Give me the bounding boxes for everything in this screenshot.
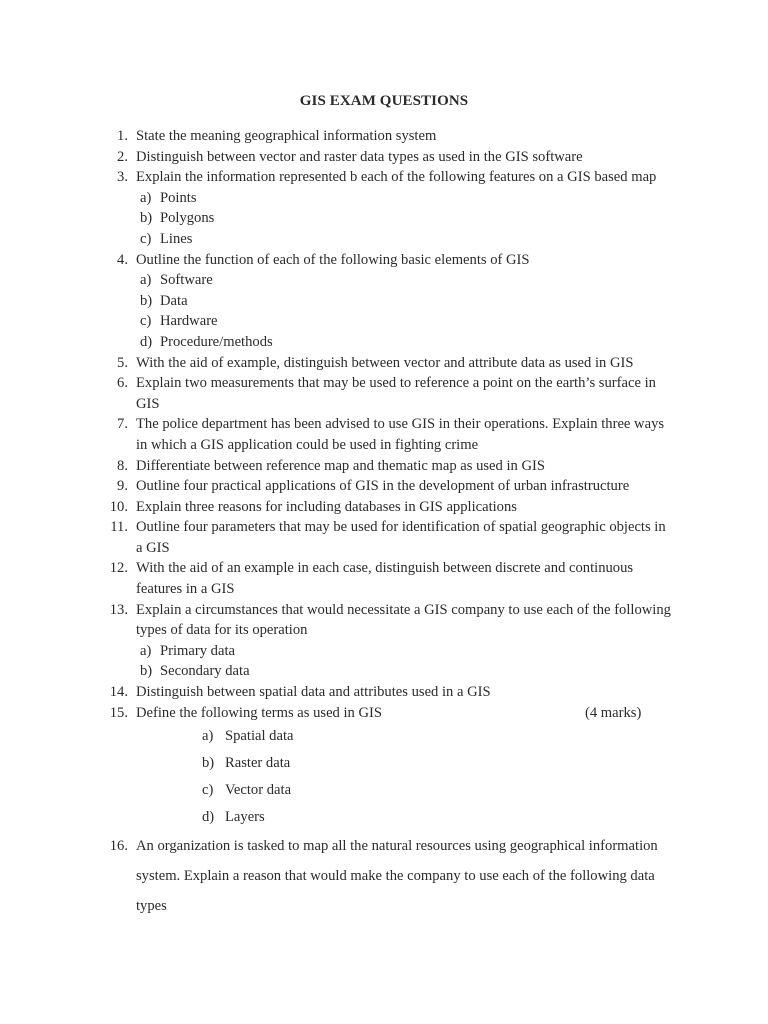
question-item — [0, 497, 768, 518]
question-number: 15. — [109, 704, 128, 721]
question-sub-item — [0, 641, 768, 662]
question-sub-item — [0, 291, 768, 312]
question-number: 7. — [117, 416, 128, 433]
question-item — [0, 353, 768, 374]
sub-item-marker: a) — [202, 728, 214, 745]
question-text: With the aid of an example in each case, distinguish between discrete and continuous features in a GIS — [136, 560, 634, 598]
sub-item-label: Layers — [225, 809, 265, 826]
sub-item-label: Software — [160, 272, 213, 289]
sub-item-label: Polygons — [160, 210, 215, 227]
sub-item-label: Data — [160, 292, 188, 309]
question-marks: (4 marks) — [585, 704, 642, 721]
question-text: Explain three reasons for including databases in GIS applications — [136, 498, 517, 515]
question-item — [0, 517, 768, 558]
question-number: 12. — [109, 560, 128, 577]
question-sub-item — [0, 311, 768, 332]
sub-item-marker: c) — [202, 782, 214, 799]
sub-item-label: Points — [160, 189, 197, 206]
question-text: Explain the information represented b each of the following features on a GIS based map — [136, 169, 657, 186]
question-item — [0, 414, 768, 455]
question-sub-item — [0, 723, 768, 750]
sub-item-label: Raster data — [225, 755, 291, 772]
question-text: State the meaning geographical information system — [136, 128, 437, 144]
question-text: The police department has been advised to use GIS in their operations. Explain three ways in which a GIS application could be used in fighting crime — [136, 416, 665, 453]
question-number: 14. — [109, 684, 128, 701]
sub-item-label: Secondary data — [160, 663, 250, 680]
question-text: With the aid of example, distinguish between vector and attribute data as used in GIS — [136, 354, 634, 371]
question-sub-item — [0, 188, 768, 209]
question-number: 5. — [117, 354, 128, 371]
question-item — [0, 126, 768, 147]
sub-item-marker: b) — [140, 663, 153, 680]
question-text: An organization is tasked to map all the natural resources using geographical information system. Explain a reason that would make the company to use each of the following data types — [136, 838, 658, 915]
question-number: 4. — [117, 251, 128, 268]
question-number: 6. — [117, 375, 128, 392]
sub-item-marker: a) — [140, 642, 152, 659]
sub-item-marker: a) — [140, 189, 152, 206]
question-item — [0, 167, 768, 188]
question-item — [0, 476, 768, 497]
question-sub-list — [0, 723, 768, 831]
question-sub-item — [0, 332, 768, 353]
question-sub-item — [0, 661, 768, 682]
question-sub-list — [0, 641, 768, 682]
sub-item-marker: d) — [140, 333, 153, 350]
question-number: 16. — [109, 838, 128, 855]
question-number: 1. — [117, 128, 128, 144]
sub-item-label: Lines — [160, 230, 193, 247]
sub-item-marker: b) — [140, 292, 153, 309]
question-text: Explain a circumstances that would necessitate a GIS company to use each of the following types of data for its operation — [136, 601, 671, 639]
question-number: 10. — [109, 498, 128, 515]
question-item — [0, 558, 768, 599]
question-item — [0, 682, 768, 703]
question-number: 2. — [117, 148, 128, 165]
question-item — [0, 831, 768, 921]
question-sub-item — [0, 208, 768, 229]
question-number: 11. — [110, 519, 128, 536]
sub-item-marker: d) — [202, 809, 215, 826]
question-sub-list — [0, 270, 768, 352]
question-sub-item — [0, 804, 768, 831]
question-item — [0, 703, 768, 724]
question-text: Define the following terms as used in GIS — [136, 704, 383, 721]
sub-item-marker: a) — [140, 272, 152, 289]
sub-item-label: Vector data — [225, 782, 292, 799]
question-item — [0, 147, 768, 168]
page-title: GIS EXAM QUESTIONS — [299, 93, 469, 109]
question-text: Distinguish between spatial data and attributes used in a GIS — [136, 684, 491, 701]
sub-item-marker: c) — [140, 230, 152, 247]
question-sub-item — [0, 750, 768, 777]
sub-item-marker: b) — [202, 755, 215, 772]
question-item — [0, 456, 768, 477]
question-number: 3. — [117, 169, 128, 186]
question-number: 9. — [117, 478, 128, 495]
question-text: Outline the function of each of the following basic elements of GIS — [136, 251, 530, 268]
question-number: 8. — [117, 457, 128, 474]
question-sub-item — [0, 270, 768, 291]
question-sub-item — [0, 229, 768, 250]
question-sub-list — [0, 188, 768, 250]
question-text: Outline four parameters that may be used for identification of spatial geographic objects in a GIS — [136, 519, 666, 556]
question-text: Distinguish between vector and raster data types as used in the GIS software — [136, 148, 583, 165]
question-text: Outline four practical applications of GIS in the development of urban infrastructure — [136, 478, 630, 495]
question-text: Explain two measurements that may be used to reference a point on the earth’s surface in GIS — [136, 375, 656, 412]
question-item — [0, 250, 768, 271]
question-text: Differentiate between reference map and thematic map as used in GIS — [136, 457, 545, 474]
question-item — [0, 373, 768, 414]
sub-item-label: Hardware — [160, 313, 218, 330]
question-number: 13. — [109, 601, 128, 618]
question-item — [0, 600, 768, 641]
sub-item-label: Procedure/methods — [160, 333, 273, 350]
question-list — [0, 126, 768, 921]
sub-item-label: Spatial data — [225, 728, 294, 745]
sub-item-marker: b) — [140, 210, 153, 227]
question-sub-item — [0, 777, 768, 804]
sub-item-marker: c) — [140, 313, 152, 330]
sub-item-label: Primary data — [160, 642, 235, 659]
